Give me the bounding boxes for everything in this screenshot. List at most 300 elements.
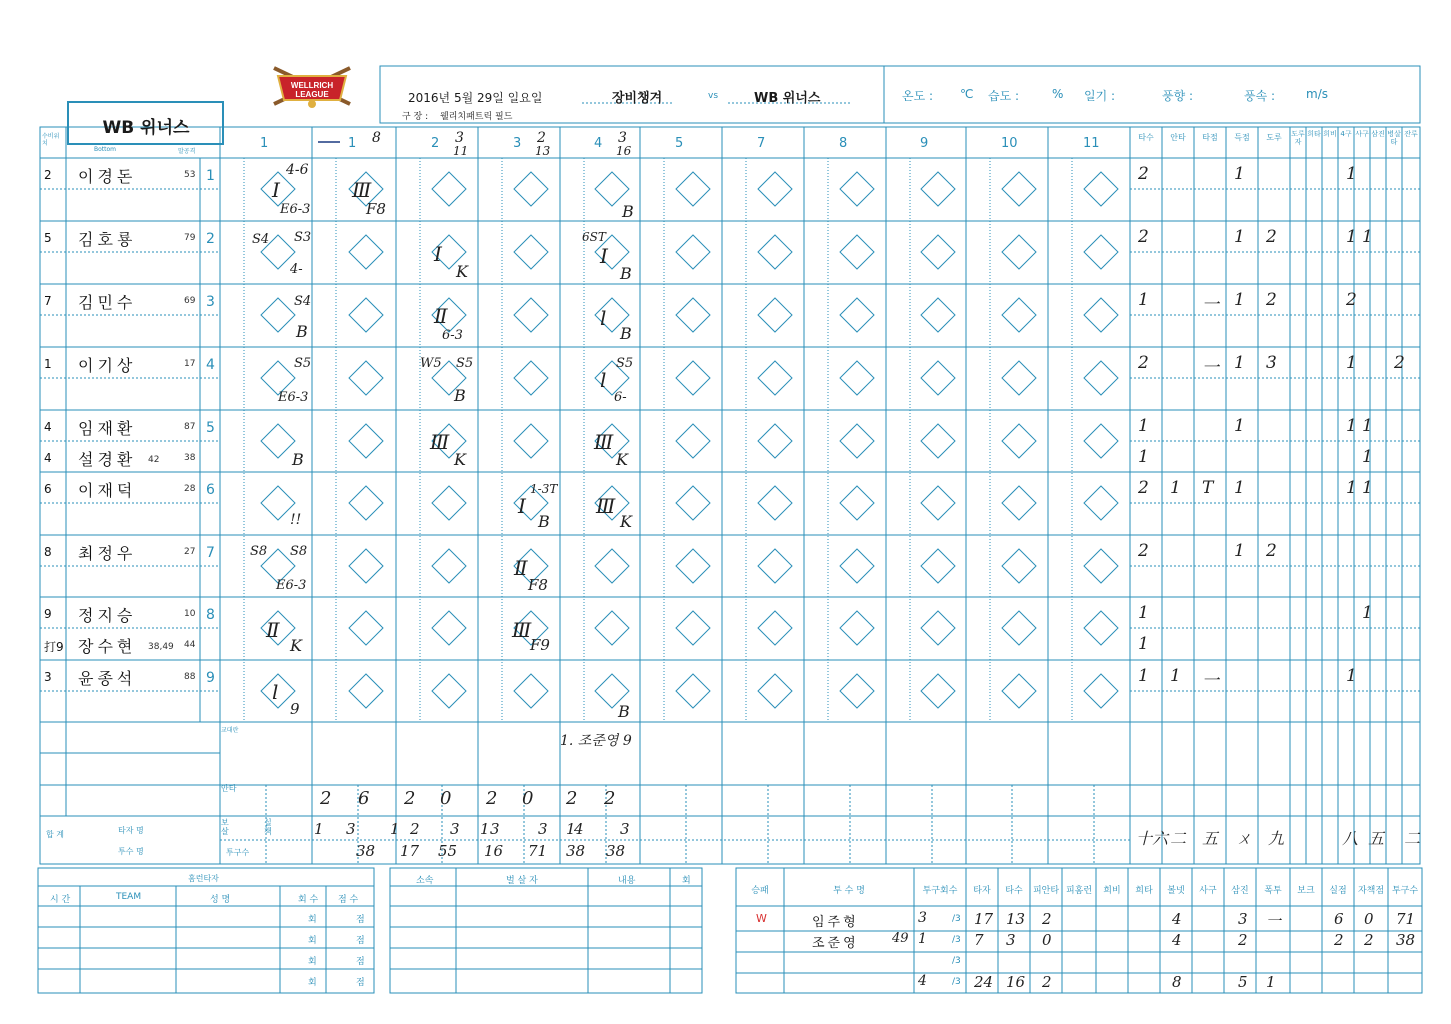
player-name: 김호룡 xyxy=(78,230,137,249)
pitcher-col-header: 실점 xyxy=(1329,886,1347,896)
player-stat: 2 xyxy=(1138,541,1149,561)
base-diamond xyxy=(432,486,466,520)
base-diamond xyxy=(349,674,383,708)
position-header: 수비위치 xyxy=(42,133,60,147)
base-diamond xyxy=(349,298,383,332)
base-diamond xyxy=(921,172,955,206)
player-stat: 1 xyxy=(1138,447,1149,467)
inning-mark-lower: 11 xyxy=(453,144,469,158)
play-r6i3a: 1-3T xyxy=(530,482,558,496)
base-diamond xyxy=(840,486,874,520)
inning-number: 7 xyxy=(757,136,766,151)
player-stat: 1 xyxy=(1362,447,1373,467)
hr-col-header: 성 명 xyxy=(210,895,231,905)
inning-hits: 2 xyxy=(320,788,332,809)
hits-row-label: 안타 xyxy=(221,784,237,793)
base-diamond xyxy=(921,361,955,395)
vs-label: vs xyxy=(708,91,719,101)
player-stat: 一 xyxy=(1202,671,1219,691)
player-stat: 2 xyxy=(1266,290,1277,310)
player-stat: 1 xyxy=(1138,634,1149,654)
play-r2i3: I xyxy=(434,242,442,266)
inning-hits: 6 xyxy=(358,788,370,809)
hr-run-label: 점 xyxy=(356,915,365,925)
hr-run-label: 점 xyxy=(356,957,365,967)
hr-inning-label: 회 xyxy=(308,936,317,946)
player-position: 6 xyxy=(44,482,52,496)
player-number: 10 xyxy=(184,609,196,619)
base-diamond xyxy=(514,172,548,206)
play-r6i4b: K xyxy=(620,512,632,531)
base-diamond xyxy=(1002,549,1036,583)
error-label: 실책 xyxy=(264,818,272,836)
base-diamond xyxy=(921,486,955,520)
inning-hits: 2 xyxy=(566,788,578,809)
player-stat: 2 xyxy=(1346,290,1357,310)
inning-assists: 3 xyxy=(538,820,548,838)
venue-label: 구 장 : xyxy=(402,112,429,122)
inning-pitches: 71 xyxy=(528,842,548,860)
batters-label: 타자 명 xyxy=(118,826,144,835)
stat-header: 희비 xyxy=(1323,130,1337,138)
player-sub-number: 38,49 xyxy=(148,642,174,652)
base-diamond xyxy=(758,361,792,395)
base-diamond xyxy=(349,549,383,583)
pitcher-col-header: 폭투 xyxy=(1264,886,1282,896)
base-diamond xyxy=(921,549,955,583)
base-diamond xyxy=(1084,549,1118,583)
pitcher-name: 조준영 xyxy=(812,936,859,951)
pitcher-col-header: 볼넷 xyxy=(1167,886,1185,896)
play-r2i3b: K xyxy=(456,262,468,281)
base-diamond xyxy=(921,674,955,708)
pitcher-name: 임주형 xyxy=(812,915,859,930)
inning-assists: 3 xyxy=(450,820,460,838)
hr-inning-label: 회 xyxy=(308,915,317,925)
base-diamond xyxy=(595,549,629,583)
play-r6i1: !! xyxy=(290,512,302,528)
player-stat: 1 xyxy=(1138,290,1149,310)
inning-assists: 3 xyxy=(620,820,630,838)
hr-col-header: TEAM xyxy=(116,892,142,902)
player-name: 임재환 xyxy=(78,419,137,438)
inning-assists: 2 xyxy=(410,820,420,838)
innings-pitched: 1 xyxy=(918,931,927,947)
pitchers-label: 투수 명 xyxy=(118,847,144,856)
base-diamond xyxy=(261,298,295,332)
base-diamond xyxy=(1084,424,1118,458)
inning-hits: 0 xyxy=(440,788,452,809)
batting-order: 9 xyxy=(206,670,215,686)
base-diamond xyxy=(676,486,710,520)
player-stat: 1 xyxy=(1138,603,1149,623)
pitcher-col-header: 보크 xyxy=(1297,886,1315,896)
stat-header: 사구 xyxy=(1355,130,1369,138)
player-stat: 1 xyxy=(1346,478,1357,498)
player-stat: 3 xyxy=(1266,353,1277,373)
earned-runs: 0 xyxy=(1364,910,1374,928)
play-r2i1c: 4- xyxy=(290,262,303,277)
batting-order: 7 xyxy=(206,545,215,561)
base-diamond xyxy=(921,298,955,332)
inning-assists: 3 xyxy=(490,820,500,838)
team-side: Bottom xyxy=(94,146,117,153)
game-date: 2016년 5월 29일 일요일 xyxy=(408,91,543,105)
player-number: 88 xyxy=(184,672,196,682)
stat-total: 十六 xyxy=(1136,829,1169,848)
stat-header: 병살타 xyxy=(1387,130,1401,146)
base-diamond xyxy=(840,361,874,395)
base-diamond xyxy=(758,611,792,645)
play-r1i1: I xyxy=(272,178,280,202)
hr-col-header: 시 간 xyxy=(50,895,71,905)
base-diamond xyxy=(676,361,710,395)
runs: 6 xyxy=(1334,910,1344,928)
pitcher-col-header: 희비 xyxy=(1103,886,1121,896)
hr-col-header: 회 수 xyxy=(298,895,319,905)
player-name: 정지승 xyxy=(78,606,137,625)
base-diamond xyxy=(676,549,710,583)
play-r3i4: l xyxy=(600,306,607,330)
play-r4i1b: E6-3 xyxy=(278,390,309,405)
player-position: 3 xyxy=(44,670,52,684)
player-stat: 1 xyxy=(1234,164,1245,184)
strikeouts: 3 xyxy=(1238,910,1248,928)
player-name: 윤종석 xyxy=(78,669,137,688)
base-diamond xyxy=(676,298,710,332)
base-diamond xyxy=(676,424,710,458)
base-diamond xyxy=(840,674,874,708)
pitcher-col-header: 투구수 xyxy=(1391,886,1419,896)
hr-run-label: 점 xyxy=(356,936,365,946)
play-r9i4: B xyxy=(618,702,630,721)
stat-header: 타수 xyxy=(1138,133,1154,142)
base-diamond xyxy=(1002,361,1036,395)
base-diamond xyxy=(349,611,383,645)
wild-pitches: 一 xyxy=(1266,912,1282,930)
league-logo xyxy=(268,64,356,108)
base-diamond xyxy=(758,235,792,269)
inning-number: 2 xyxy=(431,136,440,151)
inning-mark-lower: 16 xyxy=(616,144,632,158)
base-diamond xyxy=(514,235,548,269)
inning-mark: 3 xyxy=(618,130,627,146)
hr-table-title: 홈런타자 xyxy=(188,874,219,883)
play-r5i3: Ⅲ xyxy=(430,430,450,454)
stat-header: 안타 xyxy=(1170,133,1186,142)
inning-assists: 3 xyxy=(346,820,356,838)
base-diamond xyxy=(349,361,383,395)
hits-allowed: 0 xyxy=(1042,931,1052,949)
at-bats: 16 xyxy=(1006,973,1026,991)
play-r4i4b: l xyxy=(600,368,607,392)
inning-mark: 8 xyxy=(372,130,381,146)
inning-mark: 2 xyxy=(537,130,546,146)
inning-hits: 0 xyxy=(522,788,534,809)
play-r3i1b: B xyxy=(296,322,308,341)
play-r4i4c: 6- xyxy=(614,390,627,405)
stat-header: 타점 xyxy=(1202,133,1218,142)
player-stat: 1 xyxy=(1346,353,1357,373)
play-r1i4: B xyxy=(622,202,634,221)
pitcher-col-header: 피안타 xyxy=(1032,886,1060,896)
player-stat: 1 xyxy=(1362,603,1373,623)
base-diamond xyxy=(514,674,548,708)
base-diamond xyxy=(349,424,383,458)
hits-allowed: 2 xyxy=(1042,910,1052,928)
venue-name: 웰리치패트릭 필드 xyxy=(440,112,513,122)
player-position: 9 xyxy=(44,607,52,621)
pitch-count: 38 xyxy=(1396,931,1416,949)
batting-order: 8 xyxy=(206,607,215,623)
play-r1i1b: E6-3 xyxy=(280,202,311,217)
base-diamond xyxy=(921,424,955,458)
hits-allowed: 2 xyxy=(1042,973,1052,991)
substitution-note: 1. 조준영 9 xyxy=(560,733,632,749)
inning-mark: 3 xyxy=(455,130,464,146)
attack-label: 말공격 xyxy=(178,148,196,155)
player-stat: 2 xyxy=(1266,227,1277,247)
stat-total: ㄨ xyxy=(1236,829,1253,848)
innings-pitched: 3 xyxy=(918,910,927,926)
pitcher-col-header: 희타 xyxy=(1135,886,1153,896)
stat-total: 二 xyxy=(1170,829,1187,848)
play-r5i4: Ⅲ xyxy=(594,430,614,454)
pitcher-col-header: 투 수 명 xyxy=(833,886,865,896)
team-name: WB 위너스 xyxy=(102,118,190,138)
base-diamond xyxy=(840,549,874,583)
play-r8i1b: K xyxy=(290,636,302,655)
inning-pitches: 38 xyxy=(356,842,376,860)
inning-number: 5 xyxy=(675,136,684,151)
play-r6i3c: B xyxy=(538,512,550,531)
stat-header: 도루자 xyxy=(1291,130,1305,146)
base-diamond xyxy=(432,674,466,708)
play-r2i1a: S4 xyxy=(252,232,270,247)
inning-number: 1 xyxy=(348,136,357,151)
player-name: 설경환 xyxy=(78,450,137,469)
base-diamond xyxy=(1084,298,1118,332)
inning-mark-lower: 13 xyxy=(535,144,551,158)
stat-total: 五 xyxy=(1202,829,1219,848)
away-team: 장비챙겨 xyxy=(612,91,663,106)
player-stat: 1 xyxy=(1346,227,1357,247)
player-position: 8 xyxy=(44,545,52,559)
inning-number: 1 xyxy=(260,136,269,151)
pitcher-col-header: 승패 xyxy=(751,886,769,896)
wind-unit: m/s xyxy=(1306,87,1328,101)
inning-assists: 1 xyxy=(390,820,400,838)
player-stat: 1 xyxy=(1362,416,1373,436)
inning-assists: 1 xyxy=(314,820,324,838)
play-r4i1a: S5 xyxy=(294,356,312,371)
base-diamond xyxy=(1002,298,1036,332)
base-diamond xyxy=(921,611,955,645)
earned-runs: 2 xyxy=(1364,931,1374,949)
player-stat: 2 xyxy=(1138,478,1149,498)
inning-hits: 2 xyxy=(604,788,616,809)
wind-direction-label: 풍향 : xyxy=(1162,89,1194,103)
play-r2i1b: S3 xyxy=(294,230,312,245)
inning-number: 9 xyxy=(920,136,929,151)
base-diamond xyxy=(261,424,295,458)
at-bats: 3 xyxy=(1006,931,1016,949)
player-stat: 2 xyxy=(1138,353,1149,373)
inning-number: 3 xyxy=(513,136,522,151)
base-diamond xyxy=(595,172,629,206)
base-diamond xyxy=(840,611,874,645)
stat-total: 九 xyxy=(1268,829,1285,848)
inning-pitches: 38 xyxy=(566,842,586,860)
player-stat: 1 xyxy=(1170,478,1181,498)
pitcher-col-header: 투구회수 xyxy=(922,886,958,896)
base-diamond xyxy=(676,235,710,269)
play-r3i4b: B xyxy=(620,324,632,343)
base-diamond xyxy=(1002,235,1036,269)
at-bats: 13 xyxy=(1006,910,1026,928)
play-r7i1c: E6-3 xyxy=(276,578,307,593)
player-sub-number: 42 xyxy=(148,455,160,465)
player-position: 打9 xyxy=(44,640,64,654)
base-diamond xyxy=(1084,486,1118,520)
humidity-unit: % xyxy=(1052,87,1064,101)
base-diamond xyxy=(432,549,466,583)
play-r8i1: Ⅱ xyxy=(266,618,280,642)
play-r2i4a: 6ST xyxy=(582,230,606,244)
inning-assists: 1 xyxy=(480,820,490,838)
play-r1i1c: 4-6 xyxy=(286,162,309,178)
player-stat: 1 xyxy=(1234,541,1245,561)
base-diamond xyxy=(432,172,466,206)
player-name: 이기상 xyxy=(78,356,137,375)
batters-faced: 17 xyxy=(974,910,994,928)
penalty-col-header: 소속 xyxy=(416,876,434,886)
player-number: 28 xyxy=(184,484,196,494)
base-diamond xyxy=(595,611,629,645)
player-stat: 2 xyxy=(1266,541,1277,561)
base-diamond xyxy=(1002,424,1036,458)
stat-header: 잔루 xyxy=(1404,130,1418,138)
player-position: 2 xyxy=(44,168,52,182)
play-r8i3b: F9 xyxy=(530,636,550,654)
player-name: 장수현 xyxy=(78,637,137,656)
base-diamond xyxy=(840,298,874,332)
base-diamond xyxy=(921,235,955,269)
stat-header: 삼진 xyxy=(1371,130,1385,138)
base-diamond xyxy=(349,235,383,269)
stat-header: 도루 xyxy=(1266,133,1282,142)
play-r4i3a: W5 xyxy=(420,356,442,371)
player-number: 69 xyxy=(184,296,196,306)
base-diamond xyxy=(1084,361,1118,395)
base-diamond xyxy=(349,486,383,520)
player-stat: 一 xyxy=(1202,295,1219,315)
humidity-label: 습도 : xyxy=(988,89,1020,103)
base-diamond xyxy=(1002,611,1036,645)
player-stat: 1 xyxy=(1362,478,1373,498)
base-diamond xyxy=(840,172,874,206)
penalty-col-header: 벌 살 자 xyxy=(506,876,538,886)
assist-label: 보살 xyxy=(221,818,229,836)
play-r3i3b: 6-3 xyxy=(442,328,463,343)
player-number: 53 xyxy=(184,170,196,180)
inning-number: 10 xyxy=(1001,136,1018,151)
pitcher-col-header: 사구 xyxy=(1199,886,1217,896)
play-r1i2: Ⅲ xyxy=(352,178,372,202)
play-r9i1b: 9 xyxy=(290,700,300,718)
play-r3i3: Ⅱ xyxy=(434,304,448,328)
innings-fraction: /3 xyxy=(952,935,961,945)
player-position: 1 xyxy=(44,357,52,371)
strikeouts: 2 xyxy=(1238,931,1248,949)
strikeouts: 5 xyxy=(1238,973,1248,991)
inning-pitches: 38 xyxy=(606,842,626,860)
substitution-label: 교대란 xyxy=(221,727,239,734)
temp-label: 온도 : xyxy=(902,89,934,103)
player-number: 87 xyxy=(184,422,196,432)
base-diamond xyxy=(514,361,548,395)
base-diamond xyxy=(1084,235,1118,269)
player-stat: 1 xyxy=(1170,666,1181,686)
hr-col-header: 점 수 xyxy=(338,895,359,905)
innings-pitched: 4 xyxy=(918,973,927,989)
player-stat: 1 xyxy=(1234,353,1245,373)
base-diamond xyxy=(514,424,548,458)
play-r4i3b: S5 xyxy=(456,356,474,371)
temp-unit: ℃ xyxy=(960,87,974,101)
player-number: 79 xyxy=(184,233,196,243)
hr-inning-label: 회 xyxy=(308,957,317,967)
play-r6i3b: I xyxy=(518,494,526,518)
player-stat: T xyxy=(1202,478,1214,498)
pitch-count: 71 xyxy=(1396,910,1416,928)
stat-total: 二 xyxy=(1404,829,1421,848)
hr-table-border xyxy=(38,868,374,993)
inning-number: 8 xyxy=(839,136,848,151)
base-diamond xyxy=(676,611,710,645)
player-stat: 1 xyxy=(1362,227,1373,247)
play-r5i4b: K xyxy=(616,450,628,469)
player-stat: 1 xyxy=(1234,290,1245,310)
player-stat: 1 xyxy=(1138,666,1149,686)
player-stat: 2 xyxy=(1394,353,1405,373)
inning-number: 11 xyxy=(1083,136,1100,151)
player-number: 38 xyxy=(184,453,196,463)
batting-order: 5 xyxy=(206,420,215,436)
weather-label: 일기 : xyxy=(1084,89,1116,103)
base-diamond xyxy=(840,235,874,269)
pitcher-col-header: 피홈런 xyxy=(1065,886,1093,896)
batting-order: 1 xyxy=(206,168,215,184)
play-r6i4: Ⅲ xyxy=(596,494,616,518)
player-position: 5 xyxy=(44,231,52,245)
base-diamond xyxy=(432,611,466,645)
inning-assists: 1 xyxy=(566,820,576,838)
player-position: 4 xyxy=(44,420,52,434)
wild-pitches: 1 xyxy=(1266,973,1276,991)
batting-order: 6 xyxy=(206,482,215,498)
player-stat: 1 xyxy=(1346,666,1357,686)
player-stat: 2 xyxy=(1138,164,1149,184)
innings-fraction: /3 xyxy=(952,977,961,987)
base-diamond xyxy=(1002,486,1036,520)
stat-header: 득점 xyxy=(1234,133,1250,142)
penalty-col-header: 내용 xyxy=(618,876,636,886)
play-r5i1: B xyxy=(292,450,304,469)
walks: 4 xyxy=(1172,910,1182,928)
play-r9i1: l xyxy=(272,680,279,704)
base-diamond xyxy=(676,674,710,708)
